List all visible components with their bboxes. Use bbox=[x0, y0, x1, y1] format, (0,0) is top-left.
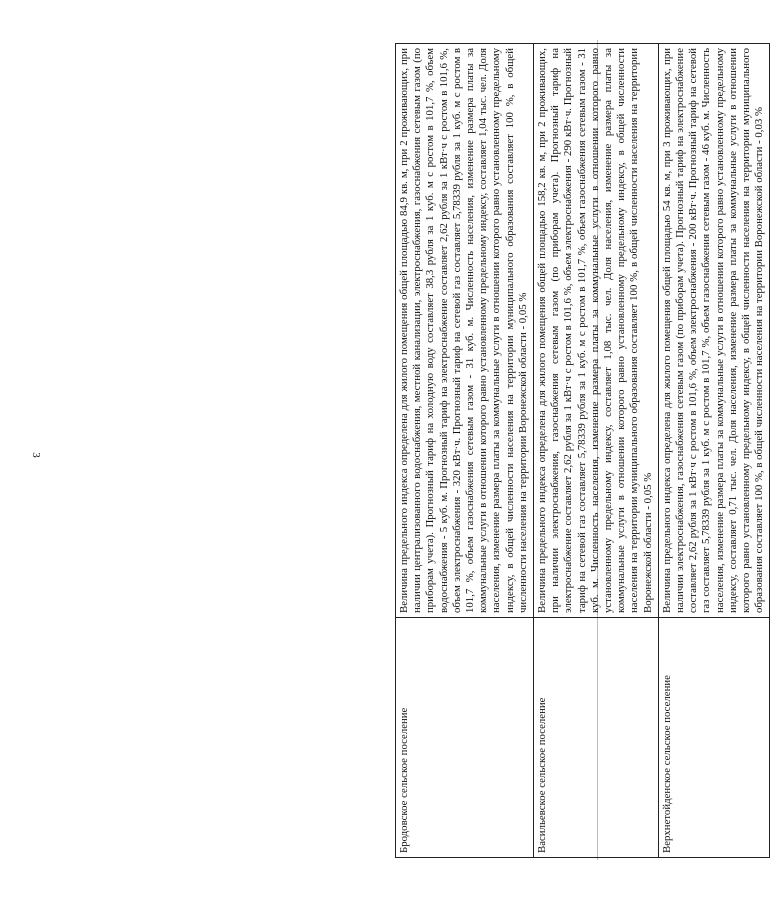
table-row bbox=[534, 44, 659, 858]
index-description: Величина предельного индекса определена для жилого помещения общей площадью 158,2 кв. м, при 2 проживающих, при наличии электроснабжения, газоснабжения сетевым газом (по приборам учета). Прогнозный тариф на электроснабжение составляет 2,62 рубля за 1 кВт·ч с ростом в 101,6 %, объем электроснабжения - 290 кВт·ч. Прогнозный тариф на сетевой газ составляет 5,78339 рубля за 1 куб. м с ростом в 101,7 %, объем газоснабжения сетевым газом - 31 куб. м. Численность населения, изменение размера платы за коммунальные услуги в отношении которого равно установленному предельному индексу, составляет 1,08 тыс. чел. Доля населения, изменение размера платы за коммунальные услуги в отношении которого равно установленному предельному индексу, в общей численности населения на территории муниципального образования составляет 100 %, в общей численности населения на территории Воронежской области - 0,05 % bbox=[534, 44, 659, 618]
index-description: Величина предельного индекса определена для жилого помещения общей площадью 84,9 кв. м, при 2 проживающих, при наличии централизованного водоснабжения, местной канализации, электроснабжения, газоснабжения сетевым газом (по приборам учета). Прогнозный тариф на холодную воду составляет 38,3 рубля за 1 куб. м с ростом в 101,7 %, объем водоснабжения - 5 куб. м. Прогнозный тариф на электроснабжение составляет 2,62 рубля за 1 кВт·ч с ростом в 101,6 %, объем электроснабжения - 320 кВт·ч. Прогнозный тариф на сетевой газ составляет 5,78339 рубля за 1 куб. м с ростом в 101,7 %, объем газоснабжения сетевым газом - 31 куб. м. Численность населения, изменение размера платы за коммунальные услуги в отношении которого равно установленному предельному индексу, составляет 1,04 тыс. чел. Доля населения, изменение размера платы за коммунальные услуги в отношении которого равно установленному предельному индексу, в общей численности населения на территории муниципального образования составляет 100 %, в общей численности населения на территории Воронежской области - 0,05 % bbox=[396, 44, 534, 618]
tariff-index-table bbox=[395, 43, 770, 858]
settlement-name: Васильевское сельское поселение bbox=[534, 618, 659, 858]
page-number: 3 bbox=[29, 452, 42, 458]
table-row bbox=[396, 44, 534, 858]
settlement-name: Верхнетойденское сельское поселение bbox=[658, 618, 770, 858]
table-row bbox=[658, 44, 770, 858]
settlement-name: Бродовское сельское поселение bbox=[396, 618, 534, 858]
index-description: Величина предельного индекса определена для жилого помещения общей площадью 54 кв. м, при 3 проживающих, при наличии электроснабжения, газоснабжения сетевым газом (по приборам учета). Прогнозный тариф на электроснабжение составляет 2,62 рубля за 1 кВт·ч с ростом в 101,6 %, объем электроснабжения - 200 кВт·ч. Прогнозный тариф на сетевой газ составляет 5,78339 рубля за 1 куб. м с ростом в 101,7 %, объем газоснабжения сетевым газом - 46 куб. м. Численность населения, изменение размера платы за коммунальные услуги в отношении которого равно установленному предельному индексу, составляет 0,71 тыс. чел. Доля населения, изменение размера платы за коммунальные услуги в отношении которого равно установленному предельному индексу, в общей численности населения на территории муниципального образования составляет 100 %, в общей численности населения на территории Воронежской области - 0,03 % bbox=[658, 44, 770, 618]
rotated-table-wrapper bbox=[395, 43, 766, 858]
